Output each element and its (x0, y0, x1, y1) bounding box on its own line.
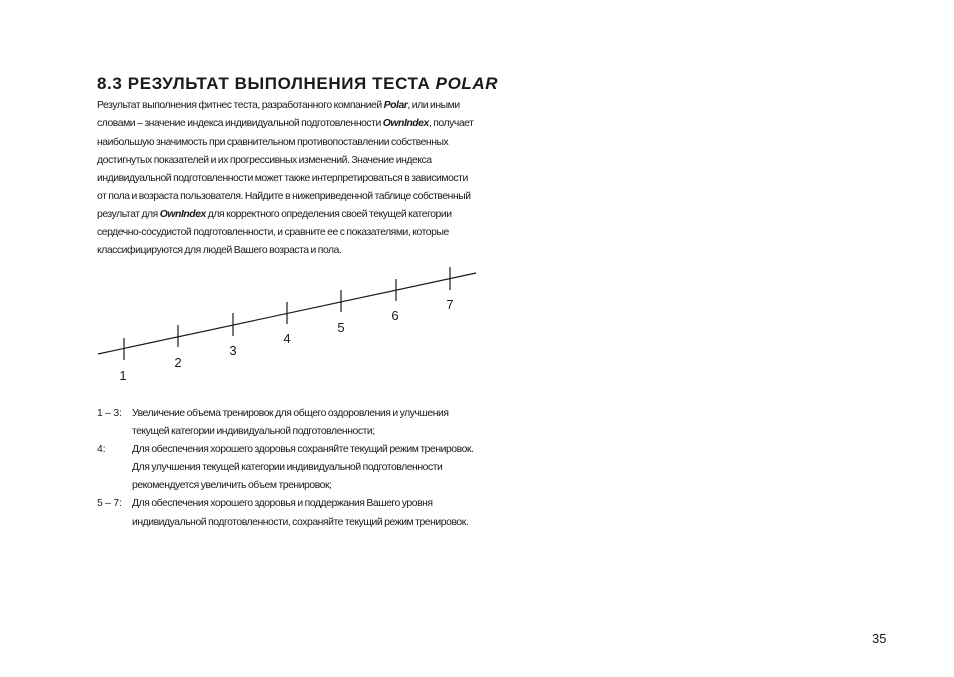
section-heading-text: 8.3 РЕЗУЛЬТАТ ВЫПОЛНЕНИЯ ТЕСТА (97, 74, 436, 94)
intro-text-4: для корректного определения своей текущей категории сердечно-сосудистой подготовленности, и сравните ее с показателями, которые классифицируются для людей Вашего возраста и пола. (97, 208, 452, 257)
scale-label-6: 6 (391, 308, 399, 323)
scale-label-2: 2 (174, 355, 182, 370)
note-range: 4: (97, 444, 106, 456)
scale-label-4: 4 (283, 331, 291, 346)
note-item (97, 441, 481, 495)
note-range: 1 – 3: (97, 408, 122, 419)
note-text: Увеличение объема тренировок для общего оздоровления и улучшения текущей категории индивидуальной подготовленности; (132, 408, 449, 438)
intro-text-3: , получает наибольшую значимость при сравнительном противопоставлении собственных достигнутых показателей и их прогрессивных изменений. Значение индекса индивидуальной подготовленности может также интерпретироваться в зависимости от пола и возраста пользователя. Найдите в нижеприведенной таблице собственный результат для (97, 118, 474, 220)
note-range: 5 – 7: (97, 498, 122, 510)
intro-text-1: Результат выполнения фитнес теста, разработанного компанией (97, 100, 384, 112)
note-text: Для обеспечения хорошего здоровья и поддержания Вашего уровня индивидуальной подготовленности, сохраняйте текущий режим тренировок. (132, 498, 469, 528)
term-ownindex: OwnIndex (382, 118, 429, 130)
scale-label-3: 3 (229, 343, 237, 358)
intro-text-2: , или иными словами – значение индекса индивидуальной подготовленности (97, 100, 460, 130)
note-item (97, 405, 481, 441)
term-ownindex: OwnIndex (159, 208, 206, 220)
note-item (97, 495, 481, 531)
scale-label-1: 1 (119, 368, 127, 383)
section-heading-brand: POLAR (435, 74, 499, 94)
scale-label-7: 7 (446, 297, 454, 312)
page-number: 35 (872, 631, 887, 646)
brand-polar: Polar (383, 100, 408, 112)
category-notes (97, 405, 481, 532)
scale-label-5: 5 (337, 320, 345, 335)
note-text: Для обеспечения хорошего здоровья сохраняйте текущий режим тренировок. Для улучшения текущей категории индивидуальной подготовленности рекомендуется увеличить объем тренировок; (132, 444, 474, 492)
